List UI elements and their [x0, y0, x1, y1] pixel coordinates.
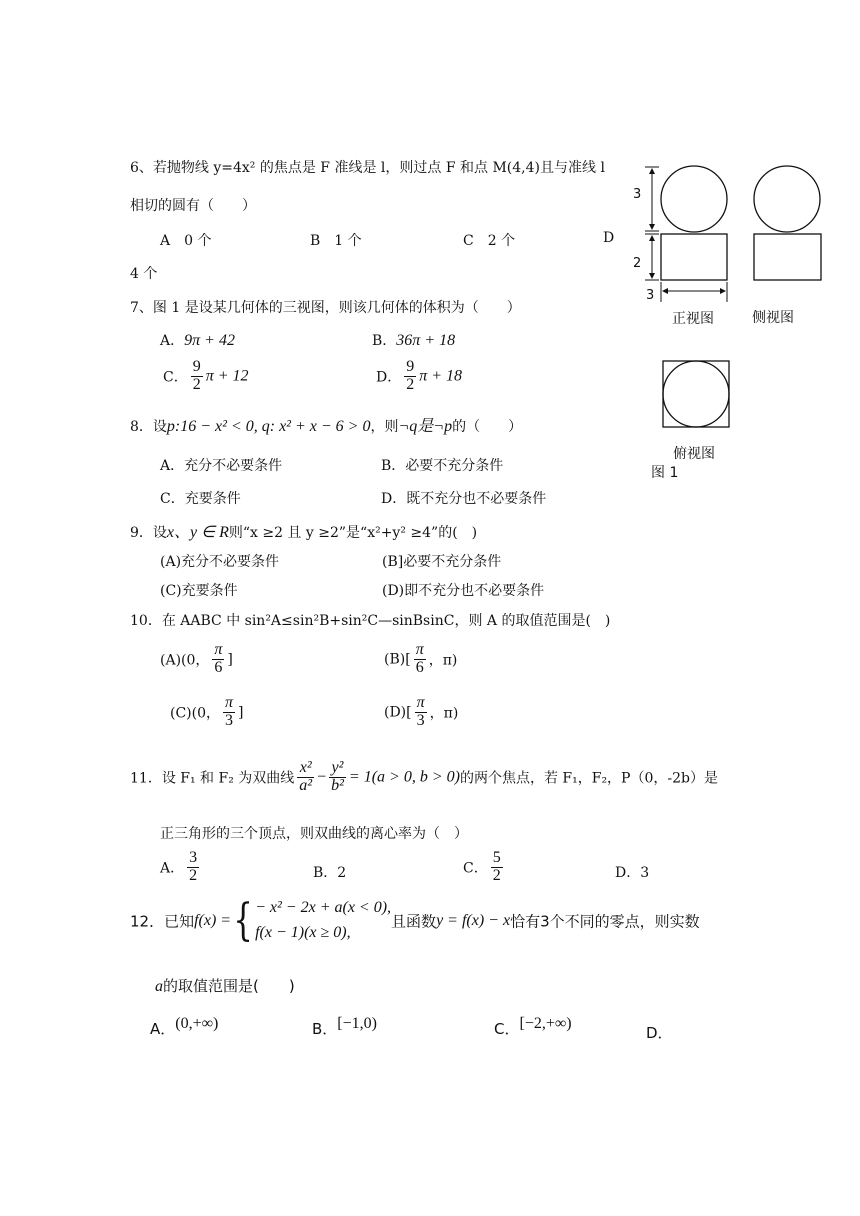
q12-prefix: 12．已知 [130, 912, 195, 931]
q6-option-d: D [603, 230, 615, 246]
q8-math: p:16 − x² < 0, q: x² + x − 6 > 0 [166, 418, 371, 435]
side-view-cylinder [754, 234, 821, 280]
q10-stem: 10．在 AABC 中 sin²A≤sin²B+sin²C—sinBsinC，则 A 的取值范围是( ) [130, 613, 611, 629]
q7-option-a [160, 330, 235, 350]
q10-option-c-post: ] [238, 704, 244, 721]
side-view-label: 侧视图 [752, 310, 794, 326]
q10-option-a-pre: (A)(0， [160, 652, 210, 669]
q11-fraction-y: $\frac{\text{y²}}{\text{b²}}$ [331, 759, 344, 794]
q7-option-d [376, 359, 462, 394]
q6-option-c: C 2 个 [463, 233, 516, 249]
q7-option-d-label: D． [376, 369, 402, 386]
q10-option-c-fraction: $\frac{\pi}{3}$ [225, 694, 234, 729]
q12-brace: { [233, 894, 253, 946]
q11-minus: − [317, 768, 327, 786]
q6-option-b: B 1 个 [310, 233, 362, 249]
q12-line2-math: a [155, 978, 163, 995]
q11-option-c [463, 850, 506, 885]
q6-option-a: A 0 个 [160, 233, 212, 249]
q11-option-a-label: A． [160, 860, 185, 877]
q8-option-a: A．充分不必要条件 [160, 458, 283, 474]
q7-option-c-tail: π + 12 [205, 367, 249, 385]
q12-option-b-math: [−1,0) [337, 1015, 377, 1032]
q12-case1: − x² − 2x + a(x < 0), [255, 899, 392, 916]
q12-mid: 且函数 [391, 912, 437, 931]
q9-option-d: (D)即不充分也不必要条件 [382, 583, 545, 599]
q10-option-a-fraction: $\frac{\pi}{6}$ [214, 641, 223, 676]
q8-option-b: B．必要不充分条件 [381, 458, 504, 474]
q10-option-b [384, 642, 457, 677]
q7-option-b-math: 36π + 18 [396, 332, 456, 349]
q10-option-d [384, 695, 458, 730]
q10-option-b-pre: (B)[ [384, 651, 411, 668]
q12-option-d-label: D． [646, 1024, 673, 1042]
q10-option-a [160, 642, 233, 677]
q12-option-b-label: B． [312, 1020, 338, 1038]
q7-option-c [163, 359, 249, 394]
q11-option-a-fraction: $\frac{3}{2}$ [189, 849, 198, 884]
q8-prefix: 8．设 [130, 419, 167, 435]
q12-line2 [155, 975, 295, 996]
q7-option-c-fraction: $\frac{9}{2}$ [192, 358, 201, 393]
top-view-circle [663, 361, 729, 427]
q12-stem [130, 896, 700, 946]
q9-option-c: (C)充要条件 [160, 583, 238, 599]
q12-function: f(x) = [194, 911, 232, 929]
q12-option-a-math: (0,+∞) [175, 1015, 219, 1032]
q12-option-b [312, 1015, 377, 1039]
side-view-sphere [754, 166, 820, 232]
q9-stem [130, 519, 477, 542]
q12-yfx: y = f(x) − x [436, 911, 511, 929]
q6-line1: 6、若抛物线 y=4x² 的焦点是 F 准线是 l，则过点 F 和点 M(4,4)且与准线 l [130, 160, 605, 176]
front-view-label: 正视图 [672, 311, 714, 327]
three-view-figure [625, 160, 835, 480]
q11-option-c-fraction: $\frac{5}{2}$ [492, 849, 501, 884]
q7-option-b-label: B． [372, 333, 397, 349]
q12-case2: f(x − 1)(x ≥ 0), [255, 923, 351, 941]
q10-option-d-fraction: $\frac{\pi}{3}$ [416, 694, 425, 729]
q7-option-c-label: C． [163, 369, 188, 386]
q12-suffix: 恰有3个不同的零点，则实数 [510, 912, 700, 931]
q11-stem [130, 760, 718, 795]
top-view-label: 俯视图 [673, 446, 715, 462]
q7-option-a-label: A． [160, 333, 185, 349]
q11-fraction-x: $\frac{\text{x²}}{\text{a²}}$ [299, 759, 313, 794]
q12-option-a-label: A． [150, 1020, 176, 1038]
q9-rest: 则“x ≥2 且 y ≥2”是“x²+y² ≥4”的( ) [228, 525, 478, 541]
q6-line2: 相切的圆有（ ） [130, 198, 256, 214]
q9-prefix: 9．设 [130, 525, 167, 541]
q6-option-d-continued: 4 个 [130, 266, 158, 282]
front-view-sphere [661, 166, 727, 232]
dimension-top-label: 3 [633, 187, 642, 202]
q11-suffix: 的两个焦点，若 F₁，F₂，P（0，-2b）是 [459, 770, 718, 787]
q12-option-a [150, 1015, 218, 1039]
q11-option-d: D．3 [615, 865, 650, 881]
dimension-bottom-label: 3 [646, 288, 655, 303]
q10-option-d-post: ，π) [429, 705, 459, 722]
figure-caption: 图 1 [651, 465, 679, 481]
q11-line2: 正三角形的三个顶点，则双曲线的离心率为（ ） [160, 826, 468, 842]
q10-option-d-pre: (D)[ [384, 704, 412, 721]
q8-option-c: C．充要条件 [160, 491, 241, 507]
q11-equation: = 1(a > 0, b > 0) [348, 768, 460, 786]
q8-stem [130, 413, 522, 436]
q11-option-b: B．2 [313, 865, 347, 881]
q11-prefix: 11．设 F₁ 和 F₂ 为双曲线 [130, 770, 295, 787]
q7-stem: 7、图 1 是设某几何体的三视图，则该几何体的体积为（ ） [130, 300, 521, 316]
q8-suffix: 的（ ） [452, 419, 523, 435]
q9-option-b: (B]必要不充分条件 [382, 554, 502, 570]
q12-option-c-math: [−2,+∞) [519, 1015, 572, 1032]
q12-option-c [494, 1015, 572, 1039]
q10-option-b-fraction: $\frac{\pi}{6}$ [415, 641, 424, 676]
q12-option-d [646, 1022, 673, 1043]
q8-negation: ¬q是¬p [398, 418, 453, 435]
q9-math: x、y ∈ R [166, 524, 229, 541]
q9-option-a: (A)充分不必要条件 [160, 554, 280, 570]
q7-option-d-fraction: $\frac{9}{2}$ [406, 358, 415, 393]
q8-mid: ，则 [370, 419, 399, 435]
q10-option-b-post: ，π) [428, 652, 458, 669]
q7-option-a-math: 9π + 42 [184, 332, 235, 349]
q7-option-d-tail: π + 18 [419, 367, 463, 385]
q11-option-a [160, 850, 202, 885]
q12-option-c-label: C． [494, 1020, 520, 1038]
q10-option-a-post: ] [227, 651, 233, 668]
front-view-cylinder [661, 234, 727, 280]
q11-option-c-label: C． [463, 860, 488, 877]
dimension-mid-label: 2 [633, 256, 642, 271]
q12-line2-text: 的取值范围是( ) [163, 977, 295, 995]
q10-option-c-pre: (C)(0， [170, 705, 221, 722]
q12-cases [255, 896, 391, 946]
q7-option-b [372, 330, 455, 350]
q8-option-d: D．既不充分也不必要条件 [381, 491, 547, 507]
q10-option-c [170, 695, 244, 730]
